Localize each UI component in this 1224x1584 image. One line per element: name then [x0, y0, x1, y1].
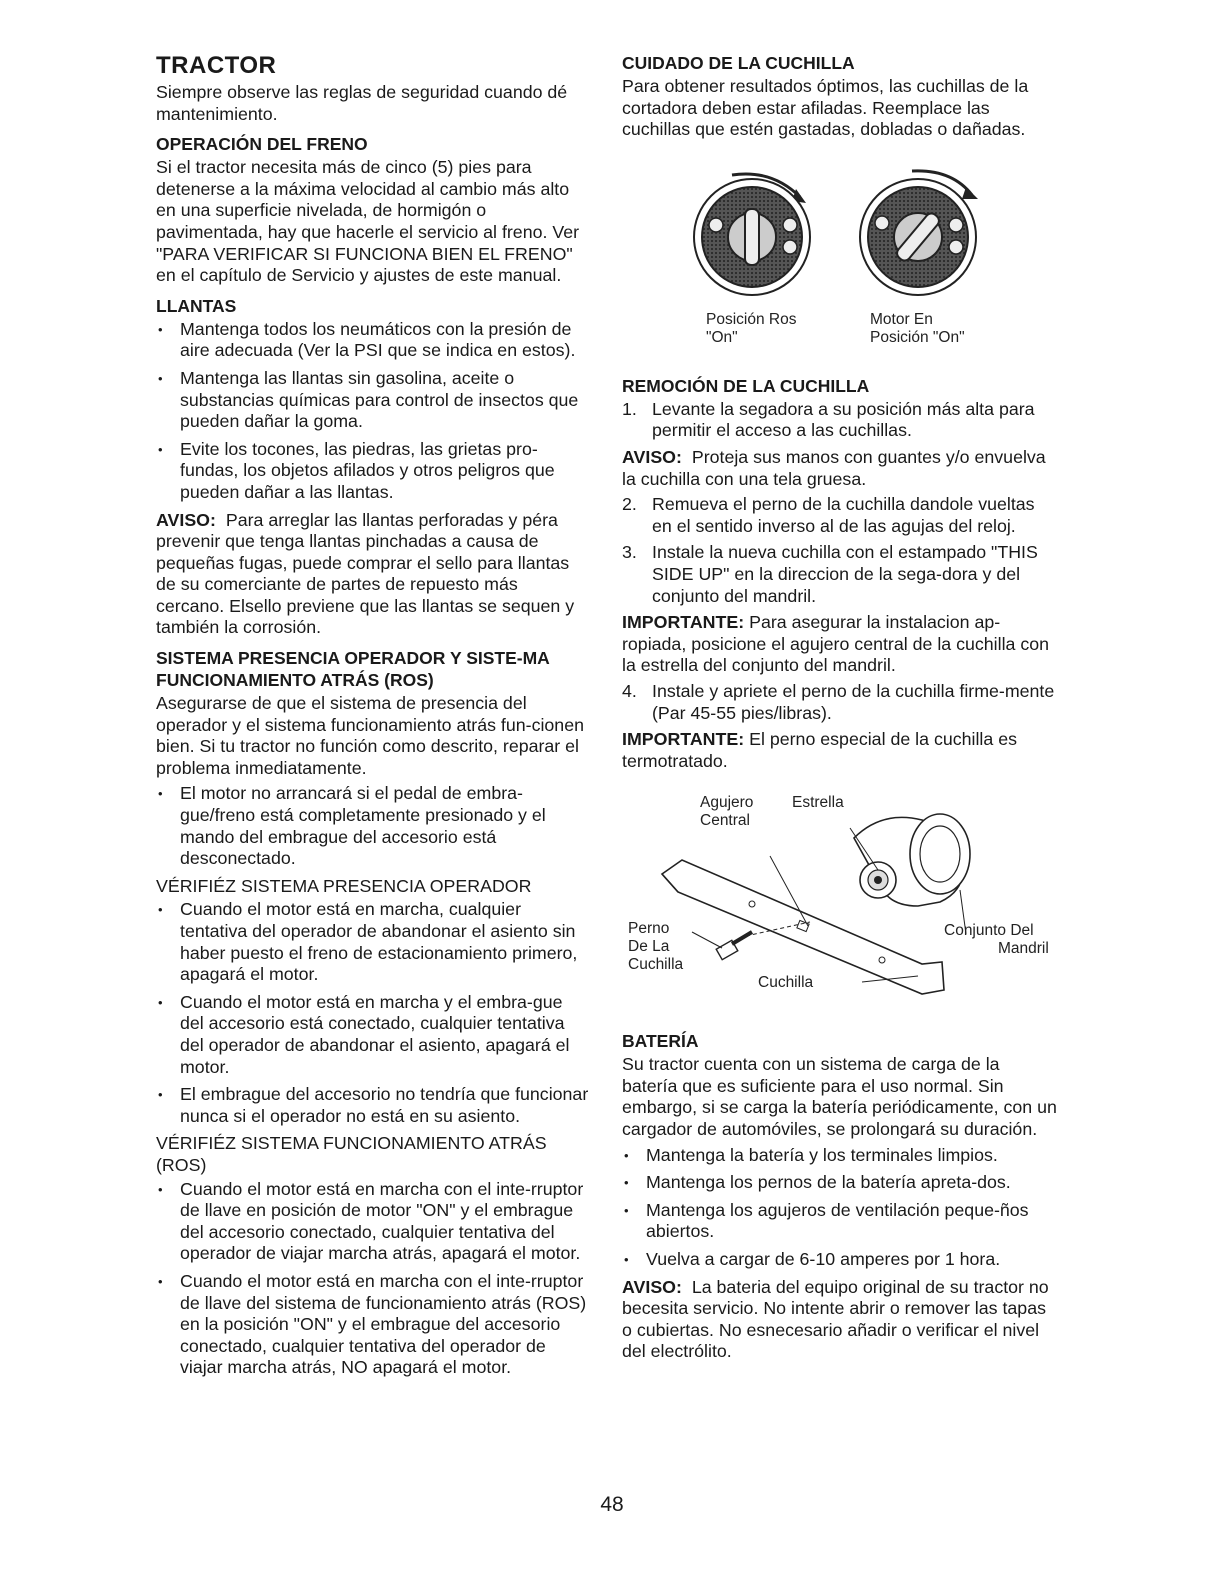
important-text: El perno especial de la cuchilla es termotratado. — [622, 729, 1017, 771]
key-switch-figure — [622, 145, 1058, 345]
blade-notice — [622, 447, 1058, 490]
verify-presence-heading: VÉRIFIÉZ SISTEMA PRESENCIA OPERADOR — [156, 875, 532, 896]
list-item: • Cuando el motor está en marcha, cualquier tentativa del operador de abandonar el asiento sin haber puesto el freno de estacionamiento primero, apagará el motor. — [156, 899, 590, 985]
step-number: 4. — [622, 680, 637, 701]
step-number: 2. — [622, 494, 637, 515]
blade-care-text: Para obtener resultados óptimos, las cuchillas de la cortadora deben estar afiladas. Reemplace las cuchillas que estén gastadas, dobladas o dañadas. — [622, 76, 1029, 140]
tires-list — [156, 319, 590, 504]
blade-care-heading: CUIDADO DE LA CUCHILLA — [622, 53, 855, 73]
ros-switch-icon — [694, 174, 810, 295]
step-text: Instale y apriete el perno de la cuchilla firme-mente (Par 45-55 pies/libras). — [652, 680, 1055, 723]
blade-removal-steps-c — [622, 681, 1058, 724]
battery-heading: BATERÍA — [622, 1031, 699, 1052]
step-number: 3. — [622, 542, 637, 563]
list-item: • El motor no arrancará si el pedal de embra-gue/freno está completamente presionado y el mando del embrague del accesorio está desconectado. — [156, 783, 590, 869]
important-text: Para asegurar la instalacion ap-ropiada, posicione el agujero central de la cuchilla con la estrella del conjunto del mandril. — [622, 612, 1050, 676]
caption-ros-2: "On" — [706, 328, 738, 346]
list-item — [622, 542, 1058, 607]
important-label: IMPORTANTE: — [622, 612, 745, 633]
important-2 — [622, 729, 1058, 772]
blade-assembly-illustration — [622, 794, 1058, 1018]
ros-text: Asegurarse de que el sistema de presencia del operador y el sistema funcionamiento atrás fun-cionen bien. Si tu tractor no función como descrito, reparar el problema inmediatamente. — [156, 693, 584, 778]
right-column — [622, 52, 1058, 1367]
tires-heading: LLANTAS — [156, 295, 237, 316]
list-item — [622, 681, 1058, 724]
caption-motor-2: Posición "On" — [870, 328, 965, 346]
key-switch-illustration — [622, 151, 1058, 301]
list-item: • El embrague del accesorio no tendría que funcionar nunca si el operador no está en su asiento. — [156, 1084, 590, 1127]
battery-text: Su tractor cuenta con un sistema de carga de la batería que es suficiente para el uso normal. Sin embargo, si se carga la batería periódicamente, con un cargador de automóviles, se prolongará su duración. — [622, 1054, 1057, 1140]
blade-removal-steps-a — [622, 399, 1058, 442]
list-item: • Mantenga todos los neumáticos con la presión de aire adecuada (Ver la PSI que se indica en estos). — [156, 319, 590, 362]
label-hole-1: Agujero — [700, 794, 754, 812]
label-blade: Cuchilla — [758, 974, 814, 992]
label-star: Estrella — [792, 794, 844, 812]
step-text: Instale la nueva cuchilla con el estampado "THIS SIDE UP" en la direccion de la sega-dora y del conjunto del mandril. — [652, 542, 1038, 606]
label-hole-2: Central — [700, 812, 750, 830]
label-spindle-1: Conjunto Del — [944, 922, 1034, 940]
label-bolt-2: De La — [628, 938, 670, 956]
list-item: • Cuando el motor está en marcha con el inte-rruptor de llave en posición de motor "ON" y el embrague del accesorio conectado, cualquier tentativa del operador de viajar marcha atrás, apagará el motor. — [156, 1179, 590, 1265]
left-column — [156, 52, 590, 1385]
notice-text: La bateria del equipo original de su tractor no becesita servicio. No intente abrir o remover las tapas o cubiertas. No esnecesario añadir o verificar el nivel del electrólito. — [622, 1276, 1049, 1362]
label-bolt-3: Cuchilla — [628, 956, 684, 974]
list-item: • Evite los tocones, las piedras, las grietas pro-fundas, los objetos afilados y otros peligros que pueden dañar a las llantas. — [156, 439, 590, 504]
notice-label: AVISO: — [622, 446, 682, 467]
verify-ros-heading: VÉRIFIÉZ SISTEMA FUNCIONAMIENTO ATRÁS (ROS) — [156, 1133, 547, 1175]
list-item: • Cuando el motor está en marcha con el inte-rruptor de llave del sistema de funcionamiento atrás (ROS) en la posición "ON" y el embrague del accesorio conectado, cualquier tentativa del operador de viajar marcha atrás, NO apagará el motor. — [156, 1271, 590, 1379]
list-item — [622, 494, 1058, 537]
caption-ros-1: Posición Ros — [706, 310, 797, 328]
step-text: Remueva el perno de la cuchilla dandole vueltas en el sentido inverso al de las agujas del reloj. — [652, 494, 1035, 536]
brake-text: Si el tractor necesita más de cinco (5) pies para detenerse a la máxima velocidad al cambio más alto en una superficie nivelada, de hormigón o pavimentada, hay que hacerle el servicio al freno. Ver "PARA VERIFICAR SI FUNCIONA BIEN EL FRENO" en el capítulo de Servicio y ajustes de este manual. — [156, 157, 580, 286]
notice-text: Proteja sus manos con guantes y/o envuelva la cuchilla con una tela gruesa. — [622, 446, 1046, 489]
notice-label: AVISO: — [156, 509, 216, 530]
intro-text: Siempre observe las reglas de seguridad cuando dé mantenimiento. — [156, 82, 568, 124]
brake-heading: OPERACIÓN DEL FRENO — [156, 134, 368, 155]
ros-heading: SISTEMA PRESENCIA OPERADOR Y SISTE-MA FUNCIONAMIENTO ATRÁS (ROS) — [156, 648, 550, 691]
tires-notice — [156, 510, 590, 640]
blade-assembly-figure — [622, 794, 1058, 1018]
list-item: • Mantenga las llantas sin gasolina, aceite o substancias químicas para control de insectos que pueden dañar la goma. — [156, 368, 590, 433]
section-title-tractor: TRACTOR — [156, 52, 277, 79]
caption-motor-1: Motor En — [870, 310, 933, 328]
important-label: IMPORTANTE: — [622, 729, 745, 750]
verify-presence-list — [156, 899, 590, 1127]
ros-list — [156, 783, 590, 869]
battery-notice — [622, 1277, 1058, 1363]
verify-ros-list — [156, 1179, 590, 1379]
label-bolt-1: Perno — [628, 920, 670, 938]
page-number: 48 — [600, 1493, 624, 1516]
step-number: 1. — [622, 398, 637, 419]
notice-label: AVISO: — [622, 1276, 682, 1297]
step-text: Levante la segadora a su posición más alta para permitir el acceso a las cuchillas. — [652, 398, 1035, 441]
label-spindle-2: Mandril — [998, 940, 1049, 958]
list-item: • Cuando el motor está en marcha y el embra-gue del accesorio está conectado, cualquier tentativa del operador de abandonar el asiento, apagará el motor. — [156, 992, 590, 1078]
list-item: • Mantenga los pernos de la batería apreta-dos. — [622, 1172, 1058, 1194]
blade-removal-steps-b — [622, 494, 1058, 607]
motor-switch-icon — [860, 171, 978, 295]
battery-list — [622, 1145, 1058, 1271]
blade-removal-heading: REMOCIÓN DE LA CUCHILLA — [622, 375, 870, 396]
notice-text: Para arreglar las llantas perforadas y péra prevenir que tenga llantas pinchadas a causa de pequeñas fugas, puede comprar el sello para llantas de su comerciante de partes de repuesto más cercano. Elsello previene que las llantas se sequen y también la corrosión. — [156, 509, 575, 638]
list-item: • Mantenga los agujeros de ventilación peque-ños abiertos. — [622, 1200, 1058, 1243]
list-item: • Mantenga la batería y los terminales limpios. — [622, 1145, 1058, 1167]
list-item: • Vuelva a cargar de 6-10 amperes por 1 hora. — [622, 1249, 1058, 1271]
list-item — [622, 399, 1058, 442]
important-1 — [622, 612, 1058, 677]
